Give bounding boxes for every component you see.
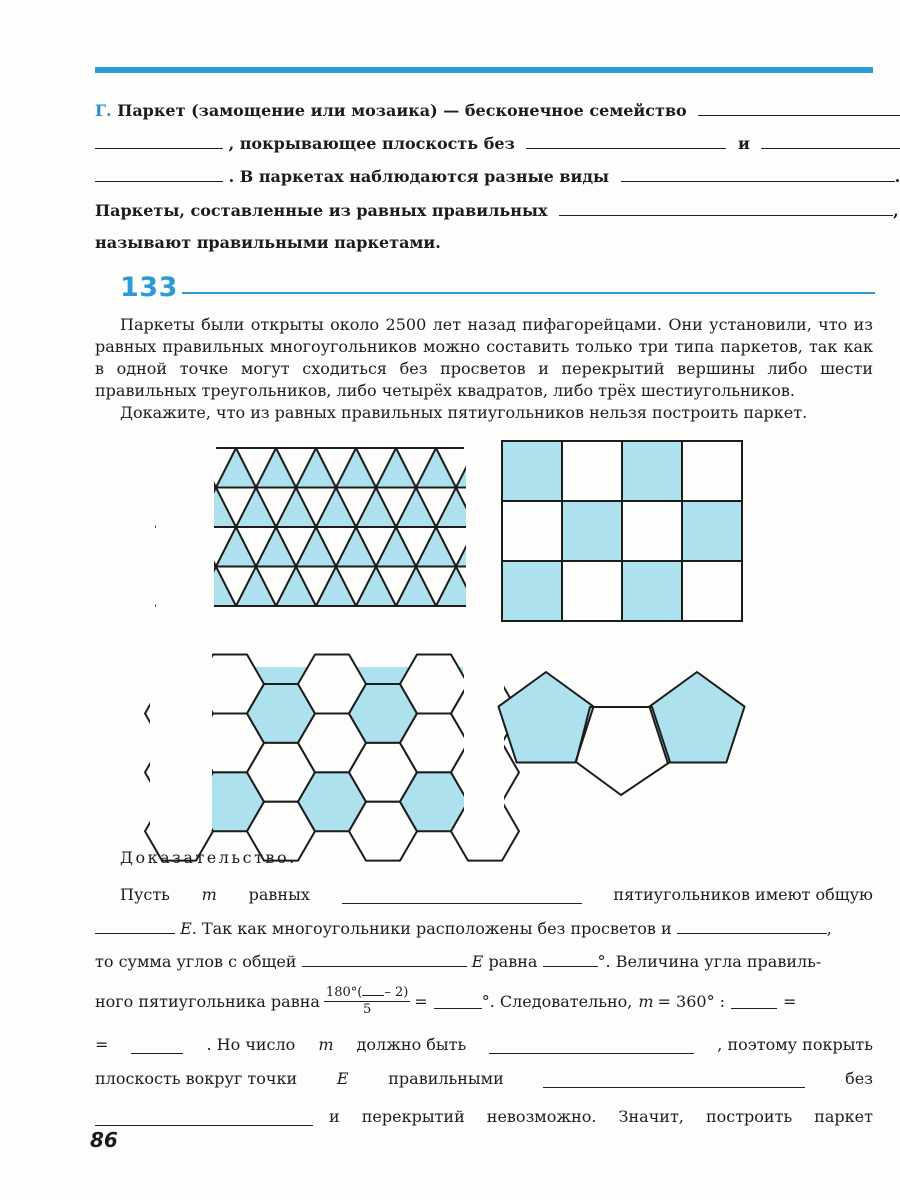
- answer-blank[interactable]: [95, 1111, 313, 1126]
- answer-blank[interactable]: [543, 952, 598, 967]
- section-g-text-2a: , покрывающее плоскость без: [228, 134, 515, 153]
- square-tile: [562, 561, 622, 621]
- pentagon-tile-shaded: [649, 672, 744, 762]
- proof-variable: m: [201, 885, 217, 904]
- triangle-tile-shaded: [236, 488, 276, 528]
- proof-variable: m: [638, 992, 654, 1011]
- square-tile: [682, 441, 742, 501]
- section-g-text-4-end: ,: [893, 201, 899, 220]
- answer-blank[interactable]: [362, 985, 384, 996]
- proof-text: равных: [248, 885, 310, 904]
- triangle-tile-shaded: [336, 448, 376, 488]
- answer-blank[interactable]: [302, 952, 467, 967]
- square-tile: [682, 561, 742, 621]
- proof-variable: E: [180, 919, 192, 938]
- answer-blank[interactable]: [731, 994, 777, 1009]
- triangle-tile-shaded: [276, 567, 316, 607]
- proof-text: правильными: [388, 1069, 504, 1088]
- triangle-tile-shaded: [216, 448, 256, 488]
- proof-line-2: [95, 919, 832, 938]
- figure-mask: [150, 640, 212, 830]
- triangle-tile-shaded: [256, 448, 296, 488]
- proof-variable: E: [336, 1069, 349, 1088]
- triangle-tile-shaded: [356, 567, 396, 607]
- section-g-text-2b: и: [737, 134, 750, 153]
- proof-line-1: [120, 885, 873, 904]
- square-tile-shaded: [622, 561, 682, 621]
- proof-text: равна: [488, 952, 538, 971]
- proof-text: ного пятиугольника равна: [95, 992, 320, 1011]
- answer-blank[interactable]: [677, 919, 827, 934]
- triangle-tile-shaded: [296, 448, 336, 488]
- proof-line-5: [95, 1035, 873, 1054]
- triangle-tile-shaded: [416, 527, 456, 567]
- proof-line-7: [95, 1107, 873, 1126]
- proof-title: Доказательство.: [120, 848, 297, 867]
- answer-blank[interactable]: [434, 994, 482, 1009]
- square-tile-shaded: [682, 501, 742, 561]
- section-g-letter: Г.: [95, 101, 112, 120]
- triangle-tile-shaded: [216, 527, 256, 567]
- section-g-text-3a: . В паркетах наблюдаются разные виды: [228, 167, 610, 186]
- section-g-text-1: Паркет (замощение или мозаика) — бесконечное семейство: [117, 101, 687, 120]
- fraction-numerator-b: – 2): [384, 985, 409, 1000]
- square-tile-shaded: [622, 441, 682, 501]
- section-g-text-3b: .: [894, 167, 900, 186]
- proof-text: . Но число: [206, 1035, 296, 1054]
- proof-text: без: [845, 1069, 873, 1088]
- problem-task: Докажите, что из равных правильных пятиугольников нельзя построить паркет.: [120, 403, 808, 422]
- square-tile-shaded: [502, 561, 562, 621]
- proof-text: пятиугольников имеют общую: [613, 885, 873, 904]
- proof-text: то сумма углов с общей: [95, 952, 297, 971]
- proof-text: =: [95, 1035, 109, 1054]
- proof-text: должно быть: [356, 1035, 467, 1054]
- proof-line-3: [95, 952, 821, 971]
- square-tile: [562, 441, 622, 501]
- section-g-text-4: Паркеты, составленные из равных правильных: [95, 201, 548, 220]
- proof-text: . Так как многоугольники расположены без просветов и: [191, 919, 672, 938]
- triangle-tile-shaded: [376, 527, 416, 567]
- figure-mask: [464, 640, 504, 830]
- square-tile-shaded: [502, 441, 562, 501]
- proof-text: °. Величина угла правиль-: [597, 952, 822, 971]
- proof-text: = 360° :: [657, 992, 726, 1011]
- problem-number: 133: [120, 271, 178, 303]
- triangle-tile-shaded: [296, 527, 336, 567]
- page-number: 86: [90, 1128, 118, 1152]
- fraction-denominator: 5: [362, 1002, 372, 1017]
- square-tile-shaded: [562, 501, 622, 561]
- proof-variable: m: [318, 1035, 334, 1054]
- triangle-tile-shaded: [256, 527, 296, 567]
- triangle-tile-shaded: [236, 567, 276, 607]
- pentagon-figure: [498, 672, 744, 795]
- proof-line-4: [95, 985, 796, 1018]
- triangle-tile-shaded: [356, 488, 396, 528]
- answer-blank[interactable]: [543, 1073, 805, 1088]
- triangle-tile-shaded: [396, 567, 436, 607]
- square-tile: [502, 501, 562, 561]
- triangle-tile-shaded: [336, 527, 376, 567]
- triangle-tile-shaded: [276, 488, 316, 528]
- proof-text: и перекрытий невозможно. Значит, построить паркет: [329, 1107, 873, 1126]
- proof-line-6: [95, 1069, 873, 1088]
- proof-variable: E: [471, 952, 484, 971]
- proof-text: , поэтому покрыть: [717, 1035, 873, 1054]
- proof-text: плоскость вокруг точки: [95, 1069, 298, 1088]
- triangle-tile-shaded: [416, 448, 456, 488]
- figure-mask: [156, 446, 214, 610]
- triangle-tile-shaded: [376, 448, 416, 488]
- section-g-line-5: называют правильными паркетами.: [95, 233, 441, 252]
- answer-blank[interactable]: [131, 1039, 183, 1054]
- hexagon-tiling-figure: [145, 640, 519, 861]
- answer-blank[interactable]: [95, 919, 175, 934]
- triangle-tile-shaded: [316, 488, 356, 528]
- proof-text: =: [783, 992, 797, 1011]
- triangle-tile-shaded: [396, 488, 436, 528]
- square-tile: [622, 501, 682, 561]
- answer-blank[interactable]: [489, 1039, 694, 1054]
- fraction-numerator-a: 180°(: [325, 985, 363, 1000]
- triangle-tile-shaded: [316, 567, 356, 607]
- proof-text: ,: [826, 919, 832, 938]
- pentagon-angle-fraction: [324, 985, 410, 1018]
- triangle-tiling-figure: [156, 446, 526, 610]
- square-tiling-figure: [502, 441, 742, 621]
- problem-text: Паркеты были открыты около 2500 лет назад пифагорейцами. Они установили, что из равных правильных многоугольников можно составить только три типа паркетов, так как в одной точке могут сходиться без просветов и перекрытий вершины либо шести правильных треугольников, либо четырёх квадратов, либо трёх шестиугольников.: [95, 315, 873, 400]
- proof-text: =: [414, 992, 428, 1011]
- proof-text: Пусть: [120, 885, 170, 904]
- proof-text: °. Следовательно,: [481, 992, 633, 1011]
- answer-blank[interactable]: [342, 889, 582, 904]
